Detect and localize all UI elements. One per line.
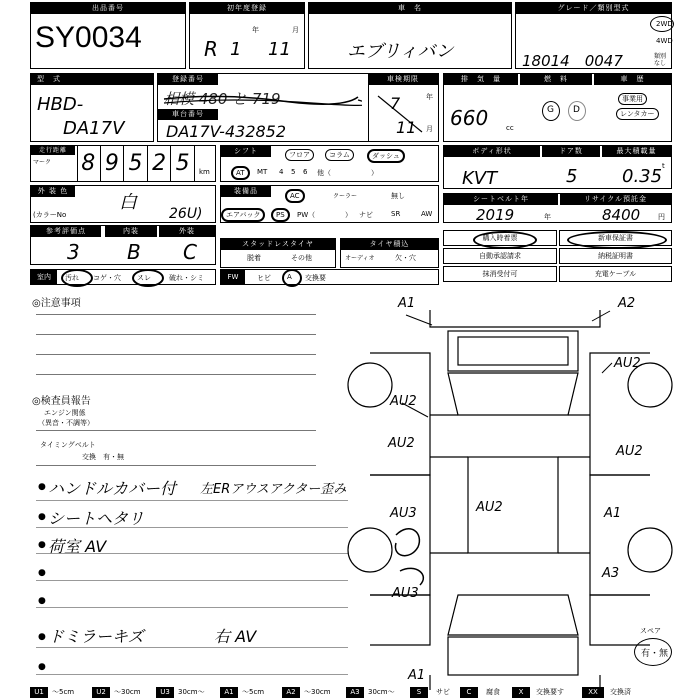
diagram-mark: AU2 bbox=[614, 356, 641, 371]
shift-4: 4 bbox=[279, 168, 284, 176]
chassis-number: DA17V-432852 bbox=[166, 122, 287, 141]
studless-box bbox=[220, 238, 336, 268]
legend-code: X bbox=[512, 687, 530, 698]
displacement-value: 660 bbox=[450, 106, 489, 130]
engine-fuel-box bbox=[443, 73, 672, 142]
equip-cooler: クーラー bbox=[333, 193, 358, 200]
seatbelt-value: 2019 bbox=[476, 206, 515, 224]
legend-code: XX bbox=[582, 687, 604, 698]
drive-2wd: 2WD bbox=[656, 20, 673, 28]
mileage-digit: 5 bbox=[171, 146, 195, 181]
drive-2wd-circle bbox=[650, 16, 674, 32]
model-value-1: HBD- bbox=[37, 94, 84, 115]
recycle-unit: 円 bbox=[658, 213, 665, 221]
first-registration-box bbox=[189, 2, 305, 69]
inspection-year: 7 bbox=[390, 94, 401, 113]
legend-code: A3 bbox=[346, 687, 364, 698]
equip-pw: PW（ bbox=[297, 211, 316, 219]
seatbelt-unit: 年 bbox=[544, 213, 551, 221]
legend-text: 交換要す bbox=[536, 688, 564, 696]
studless-label: スタッドレスタイヤ bbox=[221, 239, 335, 250]
score-box bbox=[30, 225, 216, 265]
color-code-value: 26U) bbox=[169, 206, 203, 222]
inspector-line-3: 荷室 AV bbox=[48, 537, 107, 556]
year-unit: 年 bbox=[252, 26, 259, 34]
legend-code: U2 bbox=[92, 687, 110, 698]
inspection-divider bbox=[368, 74, 369, 141]
equip-aw: AW bbox=[421, 210, 433, 218]
registration-strikeout bbox=[162, 89, 362, 107]
interior-condition-label: 室内 bbox=[31, 270, 57, 284]
mileage-label: 走行距離 bbox=[31, 146, 75, 155]
legend-code: C bbox=[460, 687, 478, 698]
diagram-mark: A3 bbox=[602, 566, 620, 581]
doc-auto-approval: 自動承認請求 bbox=[443, 248, 557, 264]
drive-4wd: 4WD bbox=[656, 37, 673, 45]
mileage-digit: 5 bbox=[124, 146, 148, 181]
tire-label: タイヤ積込 bbox=[341, 239, 438, 250]
notes-line bbox=[36, 354, 316, 355]
inspector-line-4b: 右 AV bbox=[214, 627, 257, 646]
registration-number: 相模 480 と 719 bbox=[164, 90, 281, 108]
spare-label: スペア bbox=[640, 627, 661, 635]
equipment-box bbox=[220, 185, 439, 223]
color-code-label: (カラーNo bbox=[33, 211, 67, 219]
engine-label: エンジン関係 bbox=[44, 409, 86, 417]
equip-none: 無し bbox=[391, 192, 405, 200]
shift-box bbox=[220, 145, 439, 182]
doc-charge-cable: 充電ケーブル bbox=[559, 266, 672, 282]
shift-6: 6 bbox=[303, 168, 308, 176]
legend-text: 腐食 bbox=[486, 688, 500, 696]
inspection-strikeout bbox=[376, 90, 426, 138]
equip-sr: SR bbox=[391, 210, 401, 218]
fuel-d: D bbox=[573, 105, 580, 115]
doc-warranty: 新車保証書 bbox=[559, 230, 672, 246]
lot-number-label: 出品番号 bbox=[31, 3, 185, 14]
legend-text: ～5cm bbox=[242, 688, 265, 696]
first-registration-label: 初年度登録 bbox=[190, 3, 304, 14]
studless-removal: 脱着 bbox=[247, 254, 261, 262]
legend-text: サビ bbox=[436, 688, 450, 696]
fuel-g: G bbox=[547, 105, 554, 115]
lot-number-value: SY0034 bbox=[35, 21, 142, 54]
mileage-digit: 9 bbox=[101, 146, 125, 181]
tire-audio: オーディオ bbox=[345, 255, 375, 262]
car-diagram bbox=[340, 295, 680, 690]
legend-code: A1 bbox=[220, 687, 238, 698]
notes-line bbox=[36, 334, 316, 335]
diagram-mark: A2 bbox=[618, 296, 636, 311]
fuel-label: 燃 料 bbox=[520, 74, 592, 85]
diagram-mark: AU2 bbox=[616, 444, 643, 459]
load-value: 0.35 bbox=[622, 166, 663, 187]
doc-tax-certificate: 納税証明書 bbox=[559, 248, 672, 264]
body-type-value: KVT bbox=[462, 168, 498, 189]
legend-text: ～5cm bbox=[52, 688, 75, 696]
shift-other-close: ） bbox=[371, 169, 378, 177]
notes-title: ◎注意事項 bbox=[32, 298, 81, 309]
exterior-label: 外装 bbox=[159, 226, 215, 237]
body-type-label: ボディ形状 bbox=[444, 146, 540, 157]
notes-line bbox=[36, 374, 316, 375]
color-box bbox=[30, 185, 216, 223]
registration-month: 11 bbox=[268, 39, 291, 60]
inspection-month: 11 bbox=[396, 118, 417, 137]
legend-text: 30cm～ bbox=[368, 688, 395, 696]
legend-code: U1 bbox=[30, 687, 48, 698]
fw-crack: ヒビ bbox=[257, 274, 271, 282]
equip-pw-close: ） bbox=[345, 211, 352, 219]
legend-text: ～30cm bbox=[114, 688, 141, 696]
notes-line bbox=[36, 314, 316, 315]
equip-navi: ナビ bbox=[359, 211, 373, 219]
interior-value: B bbox=[127, 240, 141, 264]
belt-sub: 交換 有・無 bbox=[82, 453, 124, 461]
legend-text: 交換済 bbox=[610, 688, 631, 696]
legend-text: 30cm～ bbox=[178, 688, 205, 696]
fw-row bbox=[220, 269, 439, 285]
shift-column: コラム bbox=[325, 149, 354, 161]
inspector-title: ◎検査員報告 bbox=[32, 396, 91, 407]
legend-text: ～30cm bbox=[304, 688, 331, 696]
equip-ps: PS bbox=[271, 208, 290, 222]
studless-other: その他 bbox=[291, 254, 312, 262]
history-business: 事業用 bbox=[618, 93, 647, 105]
cond-scuff-circle bbox=[132, 269, 164, 287]
fw-replace: 交換要 bbox=[305, 274, 326, 282]
shift-floor: フロア bbox=[285, 149, 314, 161]
shift-dash: ダッシュ bbox=[367, 149, 405, 163]
mileage-digit: 8 bbox=[77, 146, 101, 181]
grade-label: グレード／類別型式 bbox=[516, 3, 671, 14]
shift-5: 5 bbox=[291, 168, 296, 176]
model-label: 型 式 bbox=[31, 74, 153, 85]
tire-missing: 欠・穴 bbox=[395, 254, 416, 262]
shift-mt: MT bbox=[257, 168, 268, 176]
recycle-label: リサイクル預託金 bbox=[560, 194, 671, 205]
doc-deregistration: 抹消受付可 bbox=[443, 266, 557, 282]
legend-code: A2 bbox=[282, 687, 300, 698]
diagram-mark: AU2 bbox=[388, 436, 415, 451]
diagram-mark: A1 bbox=[604, 506, 622, 521]
diagram-mark: AU3 bbox=[392, 586, 419, 601]
model-box bbox=[30, 73, 154, 142]
inspector-line-2: シートヘタリ bbox=[48, 509, 145, 528]
doc-warranty-circle bbox=[567, 231, 667, 249]
equipment-label: 装備品 bbox=[221, 186, 271, 197]
color-label: 外 装 色 bbox=[31, 186, 75, 197]
mileage-box bbox=[30, 145, 216, 182]
car-name-box bbox=[308, 2, 512, 69]
car-name-value: エブリィバン bbox=[347, 41, 454, 62]
seatbelt-recycle-box bbox=[443, 193, 672, 223]
seatbelt-label: シートベルト年 bbox=[444, 194, 558, 205]
history-rental: レンタカー bbox=[616, 108, 659, 120]
inspector-line-1b: 左ERアウスアクター歪み bbox=[200, 482, 347, 497]
cond-dirt-circle bbox=[61, 269, 93, 287]
inspection-year-unit: 年 bbox=[426, 93, 433, 101]
mileage-digit: 2 bbox=[148, 146, 172, 181]
doc-purchase-circle bbox=[473, 231, 537, 249]
mileage-sub: マーク bbox=[33, 159, 52, 166]
car-name-label: 車 名 bbox=[309, 3, 511, 14]
engine-sub: （異音・不調等） bbox=[38, 419, 94, 427]
body-box bbox=[443, 145, 672, 189]
fw-label: FW bbox=[221, 270, 245, 284]
legend-bar bbox=[30, 687, 672, 700]
grade-box bbox=[515, 2, 672, 69]
shift-other: 他（ bbox=[317, 169, 331, 177]
cond-tear: 破れ・シミ bbox=[169, 274, 204, 282]
inspector-line-1: ハンドルカバー付 bbox=[48, 479, 177, 498]
inspection-month-unit: 月 bbox=[426, 125, 433, 133]
fw-a: A bbox=[287, 273, 292, 281]
displacement-label: 排 気 量 bbox=[444, 74, 518, 85]
cond-dirt: 汚れ bbox=[65, 274, 79, 282]
month-unit: 月 bbox=[292, 26, 299, 34]
legend-code: U3 bbox=[156, 687, 174, 698]
spare-value: 有・無 bbox=[641, 649, 669, 659]
equip-ac: AC bbox=[285, 189, 305, 203]
shift-label: シフト bbox=[221, 146, 271, 157]
legend-code: S bbox=[410, 687, 428, 698]
history-label: 車 歴 bbox=[594, 74, 671, 85]
lot-number-box bbox=[30, 2, 186, 69]
recycle-value: 8400 bbox=[602, 206, 641, 224]
score-value: 3 bbox=[67, 240, 80, 264]
registration-label: 登録番号 bbox=[158, 74, 218, 85]
drive-none: 類別なし bbox=[654, 53, 667, 67]
cond-burn: コゲ・穴 bbox=[93, 274, 121, 282]
chassis-label: 車台番号 bbox=[158, 109, 218, 120]
inspector-line-4: ドミラーキズ bbox=[48, 627, 144, 646]
equip-airbag: エアバック bbox=[221, 208, 265, 222]
displacement-unit: cc bbox=[506, 124, 514, 132]
interior-condition-row bbox=[30, 269, 216, 285]
diagram-mark: AU2 bbox=[476, 500, 503, 515]
diagram-mark: A1 bbox=[408, 668, 426, 683]
grade-value: 18014 0047 bbox=[522, 52, 623, 70]
registration-year: 1 bbox=[230, 39, 242, 60]
registration-box bbox=[157, 73, 439, 142]
doors-label: ドア数 bbox=[542, 146, 600, 157]
tire-box bbox=[340, 238, 439, 268]
belt-label: タイミングベルト bbox=[40, 441, 96, 449]
doc-purchase-slip: 購入時着票 bbox=[443, 230, 557, 246]
fw-a-circle bbox=[282, 269, 302, 287]
mileage-digits bbox=[77, 146, 195, 181]
color-value: 白 bbox=[119, 192, 137, 213]
inspection-label: 車検期限 bbox=[368, 74, 438, 85]
load-label: 最大積載量 bbox=[602, 146, 671, 157]
diagram-mark: AU2 bbox=[390, 394, 417, 409]
shift-at: AT bbox=[231, 166, 250, 180]
registration-era: R bbox=[204, 37, 218, 61]
load-unit: t bbox=[662, 162, 665, 170]
model-value-2: DA17V bbox=[63, 118, 125, 139]
score-label: 参考評価点 bbox=[31, 226, 101, 237]
diagram-mark: AU3 bbox=[390, 506, 417, 521]
diagram-mark: A1 bbox=[398, 296, 416, 311]
cond-scuff: スレ bbox=[137, 274, 151, 282]
doors-value: 5 bbox=[566, 166, 578, 187]
interior-label: 内装 bbox=[105, 226, 157, 237]
exterior-value: C bbox=[183, 240, 197, 264]
mileage-unit: km bbox=[199, 168, 210, 176]
